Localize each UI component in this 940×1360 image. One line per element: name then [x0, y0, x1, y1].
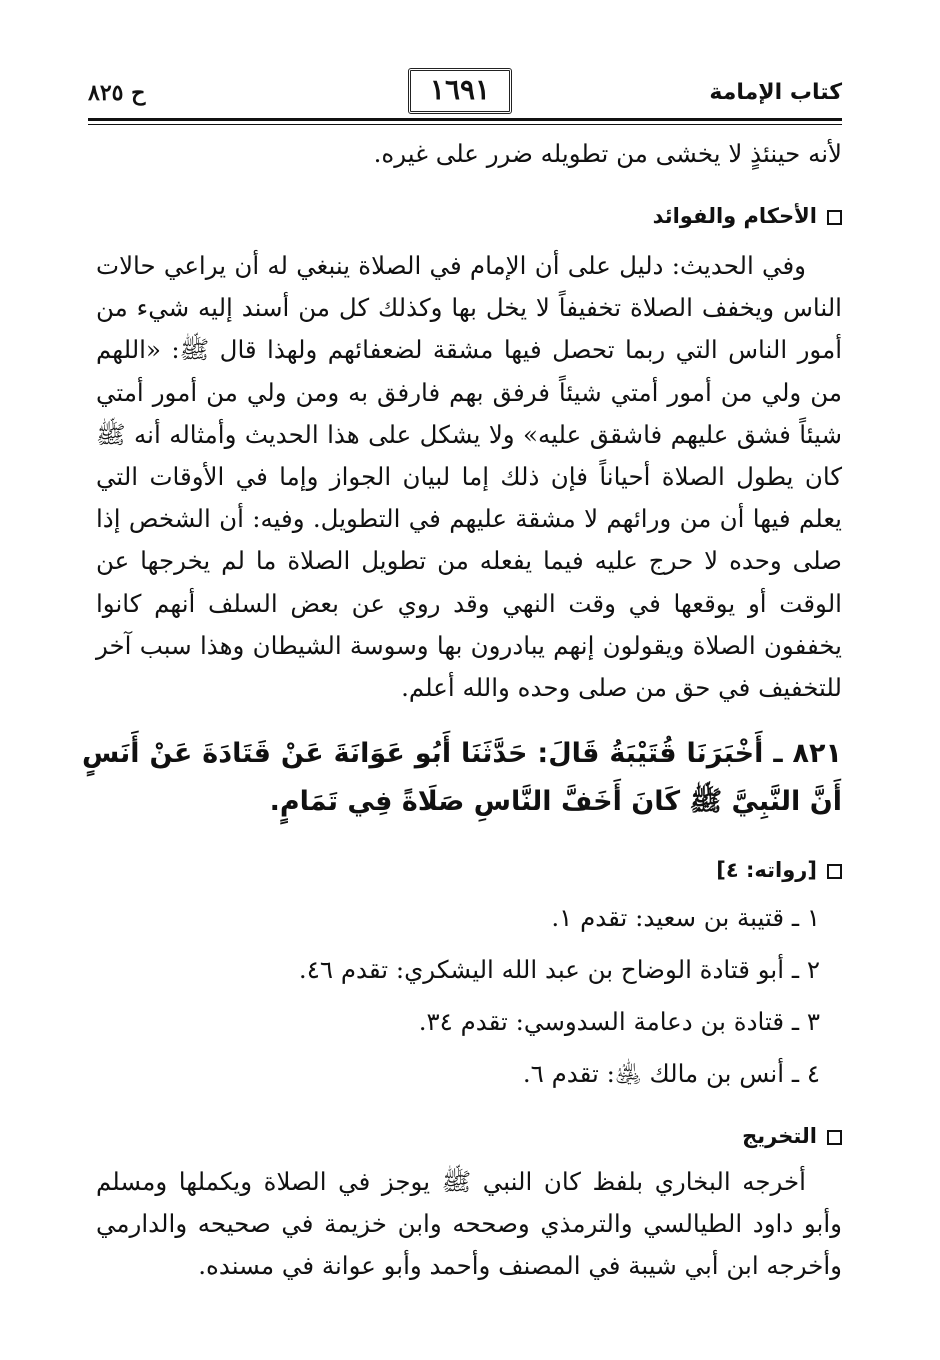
hadith-text: ٨٢١ ـ أَخْبَرَنَا قُتَيْبَةُ قَالَ: حَدَّثَنَا أَبُو عَوَانَةَ عَنْ قَتَادَةَ عَنْ أَنَسٍ أَنَّ النَّبِيَّ ﷺ كَانَ أَخَفَّ النَّاسِ صَلَاةً فِي تَمَامٍ. — [82, 738, 842, 817]
intro-line: لأنه حينئذٍ لا يخشى من تطويله ضرر على غيره. — [373, 139, 842, 168]
header-divider — [88, 118, 842, 125]
narrator-item: ٣ ـ قتادة بن دعامة السدوسي: تقدم ٣٤. — [418, 1007, 820, 1036]
checkbox-square-icon — [827, 1130, 842, 1145]
hadith-reference: ح ٨٢٥ — [88, 80, 146, 106]
rulings-heading-label: الأحكام والفوائد — [652, 204, 817, 228]
page-header — [88, 68, 842, 120]
narrators-heading-label: [رواته: ٤] — [716, 858, 817, 882]
takhrij-heading — [742, 1124, 842, 1148]
takhrij-paragraph: أخرجه البخاري بلفظ كان النبي ﷺ يوجز في الصلاة ويكملها ومسلم وأبو داود الطيالسي والترمذي وصححه وابن خزيمة في صحيحه والدارمي وأخرجه ابن أبي شيبة في المصنف وأحمد وأبو عوانة في مسنده. — [96, 1167, 842, 1281]
narrator-item: ١ ـ قتيبة بن سعيد: تقدم ١. — [551, 903, 820, 932]
rulings-heading — [653, 204, 842, 228]
rulings-paragraph: وفي الحديث: دليل على أن الإمام في الصلاة ينبغي له أن يراعي حالات الناس ويخفف الصلاة تخفيفاً لا يخل بها وكذلك كل من أسند إليه شيء من أمور الناس التي ربما تحصل فيها مشقة لضعفائهم ولهذا قال ﷺ: «اللهم من ولي من أمور أمتي شيئاً فرفق بهم فارفق به ومن ولي من أمور أمتي شيئاً فشق عليهم فاشقق عليه» ولا يشكل على هذا الحديث وأمثاله أنه ﷺ كان يطول الصلاة أحياناً فإن ذلك إما لبيان الجواز وإما في الأوقات التي يعلم فيها أن من ورائهم لا مشقة عليهم في التطويل. وفيه: أن الشخص إذا صلى وحده لا حرج عليه فيما يفعله من تطويل الصلاة ما لم يخرجها عن الوقت أو يوقعها في وقت النهي وقد روي عن بعض السلف أنهم كانوا يخففون الصلاة ويقولون إنهم يبادرون بها وسوسة الشيطان وهذا سبب آخر للتخفيف في حق من صلى وحده والله أعلم. — [96, 251, 842, 703]
book-title: كتاب الإمامة — [709, 80, 842, 105]
page-number-box: ١٦٩١ — [408, 68, 512, 114]
narrators-heading — [716, 858, 842, 882]
checkbox-square-icon — [827, 864, 842, 879]
takhrij-heading-label: التخريج — [742, 1124, 817, 1148]
narrator-item: ٤ ـ أنس بن مالك ﵁: تقدم ٦. — [522, 1059, 820, 1088]
checkbox-square-icon — [827, 210, 842, 225]
narrator-item: ٢ ـ أبو قتادة الوضاح بن عبد الله اليشكري: تقدم ٤٦. — [298, 955, 820, 984]
